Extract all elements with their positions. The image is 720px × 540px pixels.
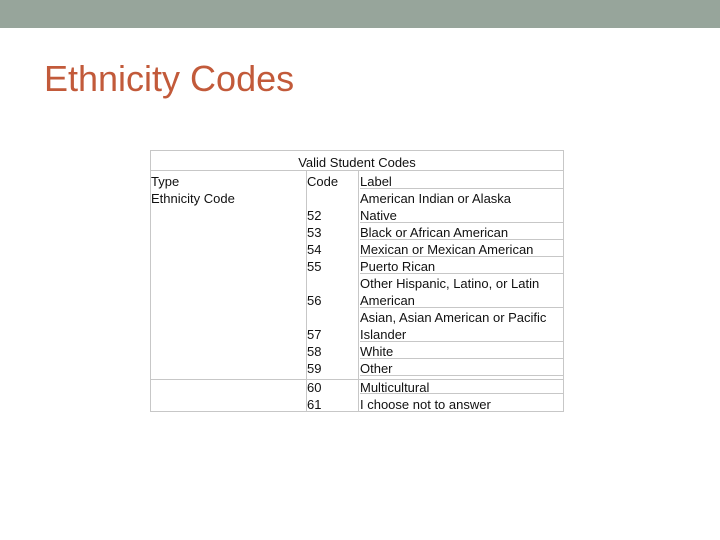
header-type: Type: [151, 174, 180, 189]
code-cell: 60: [307, 380, 322, 395]
label-cell: Native: [360, 208, 397, 223]
table-caption: Valid Student Codes: [298, 155, 416, 170]
label-cell: Black or African American: [360, 225, 509, 240]
grid-line: [358, 170, 359, 411]
slide-title: Ethnicity Codes: [44, 58, 295, 99]
label-cell: I choose not to answer: [360, 397, 491, 412]
type-value: Ethnicity Code: [151, 191, 235, 206]
header-code: Code: [307, 174, 339, 189]
label-cell: American: [360, 293, 415, 308]
label-cell: American Indian or Alaska: [360, 191, 512, 206]
label-cell: White: [360, 344, 394, 359]
label-cell: Puerto Rican: [360, 259, 436, 274]
code-cell: 53: [307, 225, 322, 240]
code-cell: 58: [307, 344, 322, 359]
code-cell: 61: [307, 397, 322, 412]
code-cell: 56: [307, 293, 322, 308]
label-cell: Asian, Asian American or Pacific: [360, 310, 547, 325]
code-cell: 55: [307, 259, 322, 274]
label-cell: Mexican or Mexican American: [360, 242, 534, 257]
code-cell: 54: [307, 242, 322, 257]
top-bar: [0, 0, 720, 28]
label-cell: Islander: [360, 327, 407, 342]
grid-line: [151, 379, 563, 380]
label-cell: Other: [360, 361, 393, 376]
label-cell: Other Hispanic, Latino, or Latin: [360, 276, 540, 291]
header-label: Label: [360, 174, 392, 189]
code-cell: 57: [307, 327, 322, 342]
code-cell: 59: [307, 361, 322, 376]
code-cell: 52: [307, 208, 322, 223]
codes-table: [150, 150, 564, 412]
label-cell: Multicultural: [360, 380, 430, 395]
